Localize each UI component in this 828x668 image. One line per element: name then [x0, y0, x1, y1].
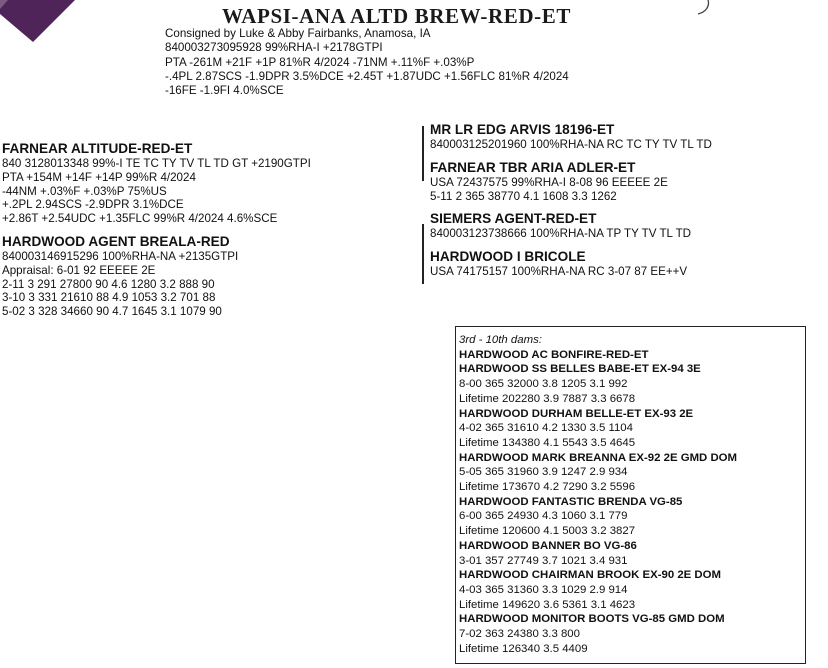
- dam-line: 3-10 3 331 21610 88 4.9 1053 3.2 701 88: [2, 291, 216, 305]
- sire-line: 840 3128013348 99%-I TE TC TY TV TL TD GT +2190GTPI: [2, 157, 311, 170]
- sire-section: [2, 141, 311, 319]
- dam-entry-name: HARDWOOD BANNER BO VG-86: [459, 539, 637, 552]
- dam-entry-name: HARDWOOD MARK BREANNA EX-92 2E GMD DOM: [459, 451, 738, 464]
- dam-of-sire-name: FARNEAR TBR ARIA ADLER-ET: [430, 159, 636, 175]
- dam-entry-name: HARDWOOD SS BELLES BABE-ET EX-94 3E: [459, 363, 701, 376]
- sire-line: -44NM +.03%F +.03%P 75%US: [2, 184, 167, 198]
- dam-line: 2-11 3 291 27800 90 4.6 1280 3.2 888 90: [2, 277, 215, 291]
- sire-line: PTA +154M +14F +14P 99%R 4/2024: [2, 170, 196, 184]
- page-title: WAPSI-ANA ALTD BREW-RED-ET: [222, 4, 571, 28]
- dam-entry-record: Lifetime 173670 4.2 7290 3.2 5596: [459, 481, 636, 494]
- sire-of-sire-name: MR LR EDG ARVIS 18196-ET: [430, 122, 615, 137]
- dam-entry-record: Lifetime 149620 3.6 5361 3.1 4623: [459, 598, 636, 611]
- sire-name: FARNEAR ALTITUDE-RED-ET: [2, 141, 193, 156]
- dam-of-dam-line: USA 74175157 100%RHA-NA RC 3-07 87 EE++V: [430, 265, 688, 279]
- dam-entry-record: 6-00 365 24930 4.3 1060 3.1 779: [459, 510, 628, 523]
- registration-line: 840003273095928 99%RHA-I +2178GTPI: [165, 41, 383, 55]
- dam-line: 840003146915296 100%RHA-NA +2135GTPI: [2, 249, 239, 263]
- dam-line: Appraisal: 6-01 92 EEEEE 2E: [2, 263, 156, 277]
- dam-line: 5-02 3 328 34660 90 4.7 1645 3.1 1079 90: [2, 305, 222, 319]
- dam-entry-record: 8-00 365 32000 3.8 1205 3.1 992: [459, 378, 628, 391]
- dam-entry-record: Lifetime 120600 4.1 5003 3.2 3827: [459, 525, 636, 538]
- dam-of-sire-line: 5-11 2 365 38770 4.1 1608 3.3 1262: [430, 189, 617, 203]
- dams-box-label: 3rd - 10th dams:: [459, 334, 542, 346]
- dam-entry-record: Lifetime 202280 3.9 7887 3.3 6678: [459, 392, 636, 405]
- consignor-line: Consigned by Luke & Abby Fairbanks, Anamosa, IA: [165, 27, 431, 40]
- dam-entry-name: HARDWOOD AC BONFIRE-RED-ET: [459, 348, 649, 361]
- dam-of-dam-name: HARDWOOD I BRICOLE: [430, 249, 586, 265]
- dam-entry-record: 4-02 365 31610 4.2 1330 3.5 1104: [459, 422, 633, 435]
- type-traits-line: -.4PL 2.87SCS -1.9DPR 3.5%DCE +2.45T +1.87UDC +1.56FLC 81%R 4/2024: [165, 69, 569, 83]
- dam-entry-record: 5-05 365 31960 3.9 1247 2.9 934: [459, 466, 628, 479]
- dam-of-sire-line: USA 72437575 99%RHA-I 8-08 96 EEEEE 2E: [430, 175, 668, 189]
- pedigree-bracket: [422, 126, 424, 181]
- pedigree-bracket: [422, 224, 424, 284]
- dam-entry-record: 7-02 363 24380 3.3 800: [459, 628, 580, 641]
- dam-entry-record: 3-01 357 27749 3.7 1021 3.4 931: [459, 554, 628, 567]
- dam-entry-name: HARDWOOD MONITOR BOOTS VG-85 GMD DOM: [459, 613, 725, 626]
- fertility-line: -16FE -1.9FI 4.0%SCE: [165, 84, 284, 98]
- dam-entry-record: Lifetime 134380 4.1 5543 3.5 4645: [459, 436, 636, 449]
- decorative-swoosh-icon: [690, 0, 720, 16]
- sire-of-sire-line: 840003125201960 100%RHA-NA RC TC TY TV TL TD: [430, 138, 712, 151]
- sire-line: +.2PL 2.94SCS -2.9DPR 3.1%DCE: [2, 198, 184, 212]
- dam-entry-name: HARDWOOD DURHAM BELLE-ET EX-93 2E: [459, 407, 694, 420]
- sire-of-dam-name: SIEMERS AGENT-RED-ET: [430, 211, 597, 227]
- dam-entry-name: HARDWOOD CHAIRMAN BROOK EX-90 2E DOM: [459, 569, 721, 582]
- dam-entry-name: HARDWOOD FANTASTIC BRENDA VG-85: [459, 495, 683, 508]
- dams-box: [455, 326, 806, 664]
- grandparents-section: [430, 122, 712, 279]
- purple-triangle-corner-icon: [0, 0, 75, 42]
- pta-line: PTA -261M +21F +1P 81%R 4/2024 -71NM +.11%F +.03%P: [165, 55, 475, 69]
- sire-of-dam-line: 840003123738666 100%RHA-NA TP TY TV TL TD: [430, 227, 692, 241]
- animal-info: [165, 27, 569, 98]
- dam-entry-record: 4-03 365 31360 3.3 1029 2.9 914: [459, 583, 628, 596]
- dam-name: HARDWOOD AGENT BREALA-RED: [2, 233, 230, 249]
- dam-entry-record: Lifetime 126340 3.5 4409: [459, 642, 588, 655]
- sire-line: +2.86T +2.54UDC +1.35FLC 99%R 4/2024 4.6%SCE: [2, 212, 278, 226]
